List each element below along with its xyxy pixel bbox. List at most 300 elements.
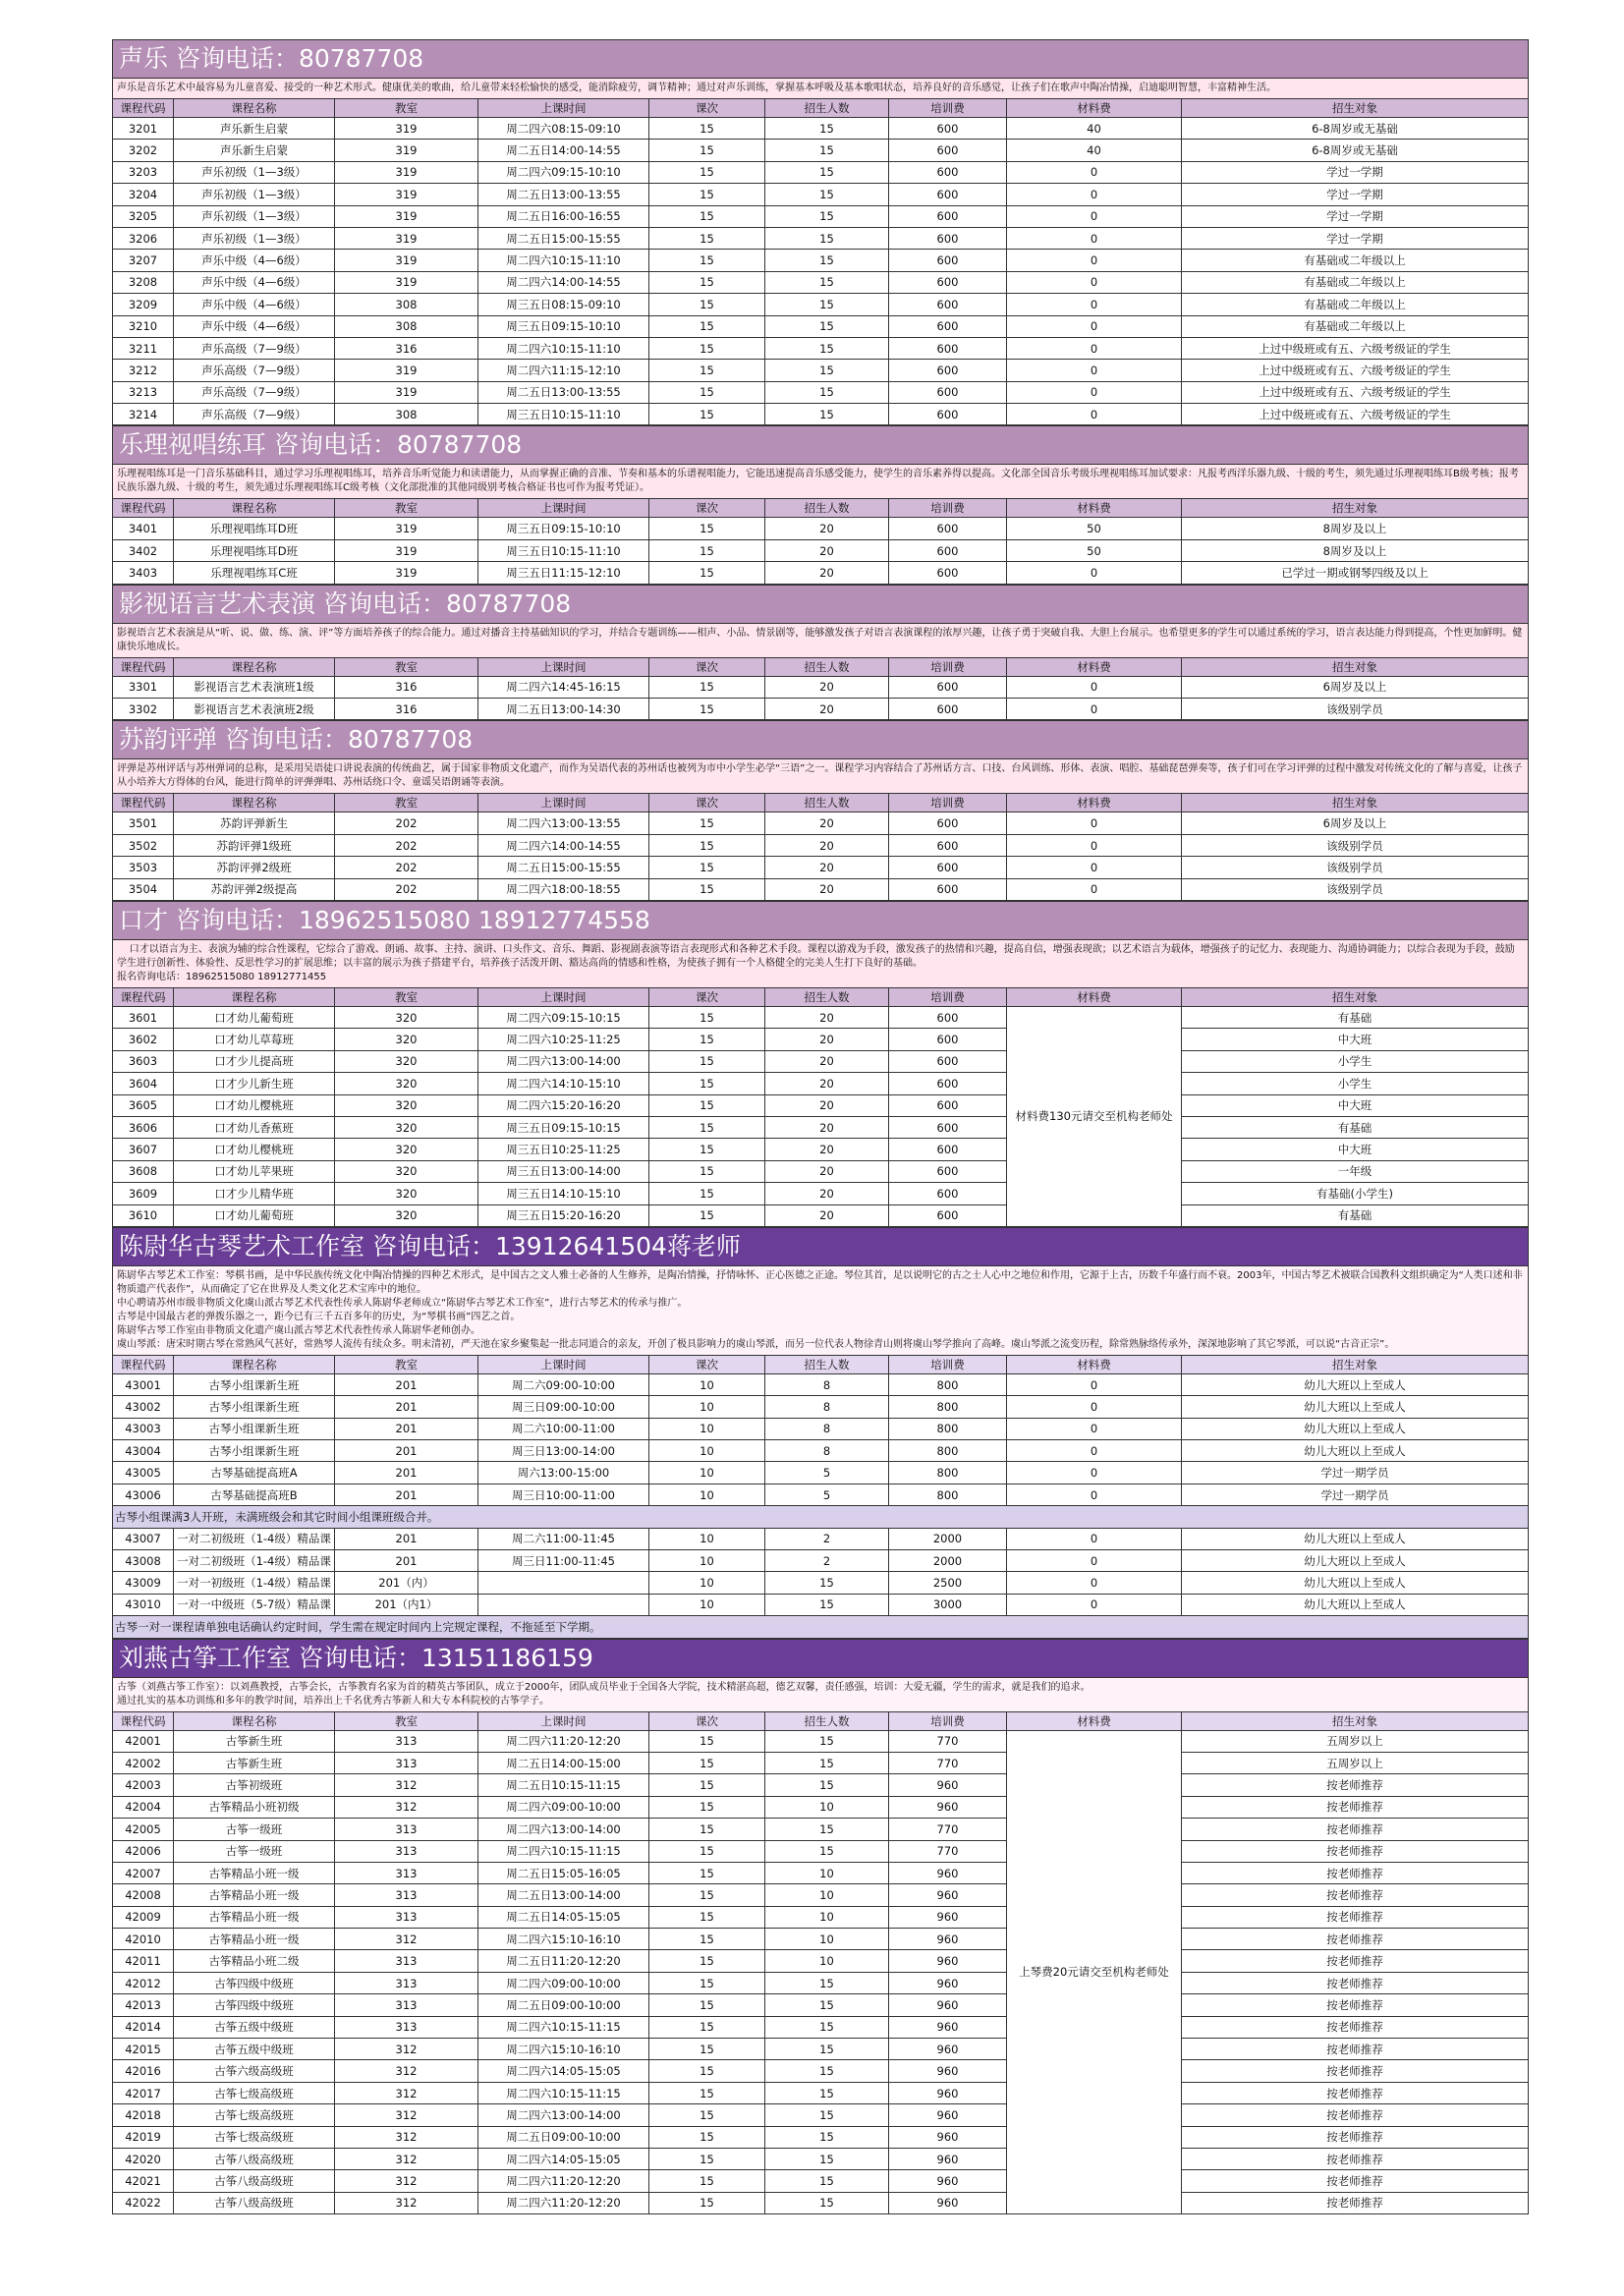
table-cell: 3201 [113,118,174,140]
table-row [113,404,1529,425]
column-header: 课程代码 [113,794,174,812]
table-cell: 202 [335,878,478,900]
table-cell: 43004 [113,1440,174,1462]
table-cell: 苏韵评弹1级班 [174,834,335,856]
table-cell: 20 [765,1183,889,1204]
table-cell: 600 [889,1160,1007,1182]
table-cell: 201 [335,1396,478,1418]
column-header: 招生对象 [1182,1711,1529,1730]
table-cell: 15 [765,2039,889,2060]
table-cell: 该级别学员 [1182,834,1529,856]
table-cell: 周二四六09:00-10:00 [478,1972,649,1993]
table-cell: 42007 [113,1862,174,1883]
table-row [113,1418,1529,1439]
table-cell: 15 [765,140,889,161]
table-cell: 周二五日10:15-11:15 [478,1774,649,1796]
table-cell: 3208 [113,271,174,293]
table-cell: 600 [889,118,1007,140]
table-cell: 320 [335,1116,478,1138]
table-cell: 周二五日14:05-15:05 [478,1906,649,1928]
table-cell: 15 [649,2082,765,2103]
table-cell: 20 [765,1160,889,1182]
column-header: 课程代码 [113,987,174,1006]
table-cell: 42011 [113,1950,174,1972]
table-cell: 中大班 [1182,1094,1529,1116]
table-cell: 40 [1007,118,1182,140]
column-header: 培训费 [889,1355,1007,1373]
table-cell: 600 [889,1094,1007,1116]
table-row [113,294,1529,315]
table-row [113,184,1529,205]
table-cell: 15 [765,184,889,205]
table-header-row [113,987,1529,1006]
table-row [113,2170,1529,2192]
table-cell: 按老师推荐 [1182,1884,1529,1906]
table-cell: 43009 [113,1572,174,1594]
table-row [113,676,1529,698]
column-header: 课程代码 [113,1355,174,1373]
table-cell: 770 [889,1840,1007,1862]
table-cell: 周二五日14:00-14:55 [478,140,649,161]
table-cell: 10 [649,1528,765,1549]
table-row [113,2192,1529,2213]
course-table [112,1355,1529,1639]
column-header: 教室 [335,499,478,518]
table-cell: 8 [765,1373,889,1395]
table-cell: 0 [1007,1594,1182,1615]
table-header-row [113,1355,1529,1373]
table-cell: 3203 [113,161,174,183]
table-cell: 308 [335,315,478,337]
table-cell: 42020 [113,2149,174,2170]
table-cell: 3209 [113,294,174,315]
table-cell: 201 [335,1418,478,1439]
table-cell: 3205 [113,205,174,227]
column-header: 课程代码 [113,1711,174,1730]
table-cell: 周二四六13:00-14:00 [478,2104,649,2126]
table-cell: 按老师推荐 [1182,2149,1529,2170]
table-cell: 按老师推荐 [1182,1906,1529,1928]
table-cell: 古筝五级中级班 [174,2039,335,2060]
course-table [112,1711,1529,2215]
table-header-row [113,657,1529,676]
table-cell: 600 [889,1006,1007,1028]
column-header: 教室 [335,987,478,1006]
table-cell: 43002 [113,1396,174,1418]
table-cell: 15 [649,250,765,271]
table-cell: 15 [765,2016,889,2038]
column-header: 课程代码 [113,499,174,518]
table-cell: 15 [765,360,889,381]
table-cell: 3204 [113,184,174,205]
table-cell: 15 [765,294,889,315]
table-row [113,2039,1529,2060]
column-header: 课程名称 [174,794,335,812]
table-cell: 42017 [113,2082,174,2103]
table-cell: 42009 [113,1906,174,1928]
column-header: 课程代码 [113,99,174,118]
table-row [113,337,1529,359]
table-cell: 313 [335,1819,478,1840]
table-cell: 周三五日10:15-11:10 [478,404,649,425]
table-cell: 20 [765,812,889,834]
column-header: 材料费 [1007,499,1182,518]
column-header: 上课时间 [478,499,649,518]
table-cell: 600 [889,140,1007,161]
table-cell: 0 [1007,857,1182,878]
table-cell: 小学生 [1182,1050,1529,1072]
table-cell: 6-8周岁或无基础 [1182,118,1529,140]
table-cell: 8 [765,1440,889,1462]
table-cell: 800 [889,1440,1007,1462]
table-cell: 15 [649,676,765,698]
table-cell: 有基础(小学生) [1182,1183,1529,1204]
course-catalog [112,39,1529,2214]
table-cell: 古筝精品小班一级 [174,1862,335,1883]
table-cell: 按老师推荐 [1182,1840,1529,1862]
table-cell: 313 [335,1994,478,2016]
table-cell: 周二五日15:05-16:05 [478,1862,649,1883]
table-cell: 学过一学期 [1182,184,1529,205]
table-cell: 960 [889,2082,1007,2103]
table-cell: 3206 [113,227,174,249]
table-row [113,1950,1529,1972]
table-cell: 口才幼儿香蕉班 [174,1116,335,1138]
table-cell: 960 [889,1906,1007,1928]
section-header: 刘燕古筝工作室 咨询电话：13151186159 [112,1639,1529,1677]
table-cell: 周二四六09:15-10:15 [478,1006,649,1028]
table-cell: 15 [649,360,765,381]
table-cell: 0 [1007,184,1182,205]
table-cell: 影视语言艺术表演班2级 [174,699,335,720]
column-header: 招生人数 [765,657,889,676]
table-cell: 古筝精品小班一级 [174,1929,335,1950]
table-cell: 10 [649,1594,765,1615]
table-cell: 0 [1007,227,1182,249]
material-fee-note: 上琴费20元请交至机构老师处 [1007,1730,1182,2214]
table-cell: 3501 [113,812,174,834]
table-cell: 600 [889,539,1007,561]
table-cell: 按老师推荐 [1182,2016,1529,2038]
table-row [113,1594,1529,1615]
table-cell: 周三五日08:15-09:10 [478,294,649,315]
table-cell: 800 [889,1396,1007,1418]
table-cell: 15 [649,878,765,900]
table-cell: 一对一初级班（1-4级）精品课 [174,1572,335,1594]
table-cell: 幼儿大班以上至成人 [1182,1396,1529,1418]
table-cell: 8 [765,1418,889,1439]
table-row [113,562,1529,584]
table-row [113,1373,1529,1395]
table-cell: 312 [335,1929,478,1950]
column-header: 课次 [649,1355,765,1373]
table-cell: 10 [649,1396,765,1418]
column-header: 招生人数 [765,794,889,812]
table-cell: 15 [649,337,765,359]
table-cell: 周二四六10:15-11:10 [478,337,649,359]
column-header: 培训费 [889,499,1007,518]
table-cell: 6-8周岁或无基础 [1182,140,1529,161]
table-cell: 古筝四级中级班 [174,1972,335,1993]
table-cell: 周二四六10:25-11:25 [478,1029,649,1050]
table-row [113,1528,1529,1549]
section-description: 乐理视唱练耳是一门音乐基础科目，通过学习乐理视唱练耳，培养音乐听觉能力和读谱能力，从而掌握正确的音准、节奏和基本的乐谱视唱能力，它能迅速提高音乐感受能力，使学生的音乐素养得以提高。文化部全国音乐考级乐理视唱练耳加试要求：凡报考西洋乐器九级、十级的考生，须先通过乐理视唱练耳B级考核；报考民族乐器九级、十级的考生，须先通过乐理视唱练耳C级考核（文化部批准的其他同级别考核合格证书也可作为报考凭证）。 [112,464,1529,498]
table-cell: 幼儿大班以上至成人 [1182,1373,1529,1395]
table-cell: 316 [335,699,478,720]
table-cell: 15 [765,271,889,293]
table-cell: 3606 [113,1116,174,1138]
table-cell: 600 [889,1073,1007,1094]
table-cell: 20 [765,676,889,698]
column-header: 上课时间 [478,1711,649,1730]
table-row [113,539,1529,561]
table-cell: 15 [649,812,765,834]
table-cell: 声乐高级（7—9级） [174,360,335,381]
table-cell: 600 [889,1029,1007,1050]
table-row [113,834,1529,856]
table-cell: 42021 [113,2170,174,2192]
table-cell: 20 [765,1139,889,1160]
table-cell: 15 [765,1594,889,1615]
table-cell: 口才幼儿樱桃班 [174,1094,335,1116]
table-cell: 20 [765,1094,889,1116]
table-row [113,1029,1529,1050]
table-cell: 0 [1007,562,1182,584]
table-cell: 15 [649,118,765,140]
column-header: 上课时间 [478,657,649,676]
table-cell: 3602 [113,1029,174,1050]
table-cell: 960 [889,2170,1007,2192]
table-cell: 42016 [113,2060,174,2082]
table-cell: 3601 [113,1006,174,1028]
table-cell: 15 [765,315,889,337]
table-cell: 10 [765,1862,889,1883]
table-row [113,1884,1529,1906]
column-header: 课次 [649,99,765,118]
table-row [113,1572,1529,1594]
table-cell: 15 [649,2016,765,2038]
table-cell: 3210 [113,315,174,337]
table-cell: 周二四六08:15-09:10 [478,118,649,140]
table-cell: 该级别学员 [1182,857,1529,878]
table-cell: 15 [765,404,889,425]
table-cell: 0 [1007,271,1182,293]
table-cell: 按老师推荐 [1182,2192,1529,2213]
table-cell: 5 [765,1462,889,1484]
table-cell: 周二四六14:05-15:05 [478,2060,649,2082]
table-cell: 口才幼儿葡萄班 [174,1006,335,1028]
table-cell: 319 [335,539,478,561]
table-cell: 320 [335,1204,478,1226]
table-cell: 周三日09:00-10:00 [478,1396,649,1418]
column-header: 上课时间 [478,99,649,118]
table-cell: 42012 [113,1972,174,1993]
section-description: 陈尉华古琴艺术工作室：琴棋书画，是中华民族传统文化中陶冶情操的四种艺术形式，是中国古之文人雅士必备的人生修养，是陶冶情操，抒情咏怀、正心医德之正途。琴位其首，足以说明它的古之士人心中之地位和作用，它源于上古，历数千年盛行而不衰。2003年，中国古琴艺术被联合国教科文组织确定为“人类口述和非物质遗产代表作”，从而确定了它在世界及人类文化艺术宝库中的地位。 中心聘请苏州市级非物质文化虞山派古琴艺术代表性传承人陈尉华老师成立“陈尉华古琴艺术工作室”，进行古琴艺术的传承与推广。 古琴是中国最古老的弹拨乐器之一，距今已有三千五百多年的历史，为“琴棋书画”四艺之首。 陈尉华古琴工作室由非物质文化遗产虞山派古琴艺术代表性传承人陈尉华老师创办。 虞山琴派：唐宋时期古琴在常熟风气甚好，常熟琴人流传有续众多。明末清初，严天池在家乡聚集起一批志同道合的亲友，开创了极具影响力的虞山琴派，而另一位代表人物徐青山则将虞山琴学推向了高峰。虞山琴派之流变历程，除常熟脉络传承外，深深地影响了其它琴派，可以说“古音正宗”。 [112,1265,1529,1355]
table-cell: 口才少儿提高班 [174,1050,335,1072]
table-cell: 口才少儿新生班 [174,1073,335,1094]
table-cell: 15 [649,1950,765,1972]
table-cell: 幼儿大班以上至成人 [1182,1440,1529,1462]
table-cell: 312 [335,2192,478,2213]
table-cell: 学过一学期 [1182,205,1529,227]
table-note: 古琴一对一课程请单独电话确认约定时间，学生需在规定时间内上完规定课程，不拖延至下学期。 [113,1616,1529,1638]
table-cell: 周二五日09:00-10:00 [478,1994,649,2016]
table-cell: 0 [1007,360,1182,381]
table-row [113,381,1529,403]
table-cell: 15 [649,539,765,561]
table-cell: 8 [765,1396,889,1418]
table-cell: 周二五日16:00-16:55 [478,205,649,227]
table-cell: 15 [649,1929,765,1950]
table-cell: 15 [649,518,765,539]
table-cell: 201 [335,1484,478,1505]
table-cell: 960 [889,1862,1007,1883]
table-cell: 600 [889,1183,1007,1204]
table-row [113,1440,1529,1462]
table-cell: 15 [649,1862,765,1883]
table-cell: 316 [335,676,478,698]
course-table [112,98,1529,425]
table-cell: 古筝精品小班一级 [174,1884,335,1906]
table-cell: 600 [889,1204,1007,1226]
table-cell: 313 [335,1752,478,1773]
table-cell: 600 [889,360,1007,381]
column-header: 课次 [649,987,765,1006]
table-cell: 周二四六13:00-14:00 [478,1819,649,1840]
table-cell: 313 [335,1730,478,1752]
table-cell: 周三五日10:15-11:10 [478,539,649,561]
table-cell: 声乐初级（1—3级） [174,161,335,183]
table-cell: 按老师推荐 [1182,2170,1529,2192]
table-cell: 15 [765,1572,889,1594]
table-cell: 按老师推荐 [1182,2082,1529,2103]
table-cell: 312 [335,2082,478,2103]
section-header: 影视语言艺术表演 咨询电话：80787708 [112,585,1529,623]
table-cell: 一对一中级班（5-7级）精品课 [174,1594,335,1615]
table-cell: 600 [889,518,1007,539]
table-cell: 6周岁及以上 [1182,676,1529,698]
table-cell: 600 [889,676,1007,698]
table-header-row [113,794,1529,812]
table-row [113,1862,1529,1883]
table-row [113,1204,1529,1226]
table-cell: 10 [649,1418,765,1439]
table-cell: 42004 [113,1796,174,1818]
table-cell: 3503 [113,857,174,878]
table-cell: 0 [1007,337,1182,359]
table-cell: 苏韵评弹新生 [174,812,335,834]
table-row [113,1484,1529,1505]
column-header: 材料费 [1007,1355,1182,1373]
table-cell: 周三日13:00-14:00 [478,1440,649,1462]
section-header: 口才 咨询电话：18962515080 18912774558 [112,901,1529,939]
table-cell: 口才幼儿樱桃班 [174,1139,335,1160]
table-cell: 周二四六14:00-14:55 [478,271,649,293]
table-cell: 古筝八级高级班 [174,2149,335,2170]
table-cell: 770 [889,1752,1007,1773]
table-cell: 周二四六18:00-18:55 [478,878,649,900]
table-cell: 770 [889,1730,1007,1752]
table-cell: 按老师推荐 [1182,1774,1529,1796]
table-row [113,1050,1529,1072]
table-cell: 600 [889,271,1007,293]
table-cell: 0 [1007,1528,1182,1549]
table-cell: 声乐高级（7—9级） [174,381,335,403]
table-cell: 3213 [113,381,174,403]
table-cell: 15 [649,1073,765,1094]
table-cell: 3604 [113,1073,174,1094]
table-cell: 319 [335,205,478,227]
table-cell: 42001 [113,1730,174,1752]
table-row [113,315,1529,337]
table-cell: 学过一期学员 [1182,1484,1529,1505]
table-cell: 15 [765,1730,889,1752]
table-cell: 312 [335,2104,478,2126]
table-cell: 周二四六11:20-12:20 [478,2170,649,2192]
table-cell: 古筝四级中级班 [174,1994,335,2016]
table-cell: 周三五日13:00-14:00 [478,1160,649,1182]
table-cell: 乐理视唱练耳D班 [174,518,335,539]
table-cell: 15 [649,2149,765,2170]
table-cell: 3302 [113,699,174,720]
table-cell: 308 [335,294,478,315]
column-header: 教室 [335,1711,478,1730]
table-cell: 按老师推荐 [1182,1862,1529,1883]
table-row [113,2149,1529,2170]
table-cell: 按老师推荐 [1182,2126,1529,2148]
table-cell: 周三五日15:20-16:20 [478,1204,649,1226]
table-cell: 周二四六11:15-12:10 [478,360,649,381]
table-cell: 319 [335,360,478,381]
table-row [113,1183,1529,1204]
table-cell: 0 [1007,878,1182,900]
table-cell: 15 [649,140,765,161]
table-cell: 319 [335,161,478,183]
column-header: 教室 [335,794,478,812]
table-row [113,140,1529,161]
table-cell: 0 [1007,161,1182,183]
table-cell: 15 [765,1840,889,1862]
table-cell: 15 [765,227,889,249]
table-cell: 周二五日11:20-12:20 [478,1950,649,1972]
column-header: 材料费 [1007,99,1182,118]
table-cell: 周二四六10:15-11:15 [478,2016,649,2038]
table-cell: 周二四六11:20-12:20 [478,1730,649,1752]
table-cell: 15 [765,1994,889,2016]
table-cell: 15 [649,1050,765,1072]
section-description: 影视语言艺术表演是从“听、说、做、练、演、评”等方面培养孩子的综合能力。通过对播音主持基础知识的学习，并结合专题训练——相声、小品、情景剧等，能够激发孩子对语言表演课程的浓厚兴趣，让孩子勇于突破自我、大胆上台展示。也希望更多的学生可以通过系统的学习，语言表达能力得到提高，个性更加鲜明。健康快乐地成长。 [112,623,1529,657]
table-cell: 319 [335,118,478,140]
column-header: 课程名称 [174,1711,335,1730]
table-cell [478,1594,649,1615]
table-cell: 15 [649,1796,765,1818]
table-cell: 600 [889,250,1007,271]
table-cell: 古琴小组课新生班 [174,1418,335,1439]
table-cell: 42005 [113,1819,174,1840]
table-cell: 古琴小组课新生班 [174,1373,335,1395]
table-cell: 202 [335,812,478,834]
table-cell: 2000 [889,1550,1007,1572]
table-cell: 15 [649,1029,765,1050]
column-header: 培训费 [889,1711,1007,1730]
table-cell: 312 [335,2126,478,2148]
table-cell: 周二五日13:00-13:55 [478,381,649,403]
table-cell: 3504 [113,878,174,900]
table-cell: 3207 [113,250,174,271]
table-cell: 上过中级班或有五、六级考级证的学生 [1182,360,1529,381]
table-cell: 600 [889,294,1007,315]
table-cell: 15 [649,699,765,720]
